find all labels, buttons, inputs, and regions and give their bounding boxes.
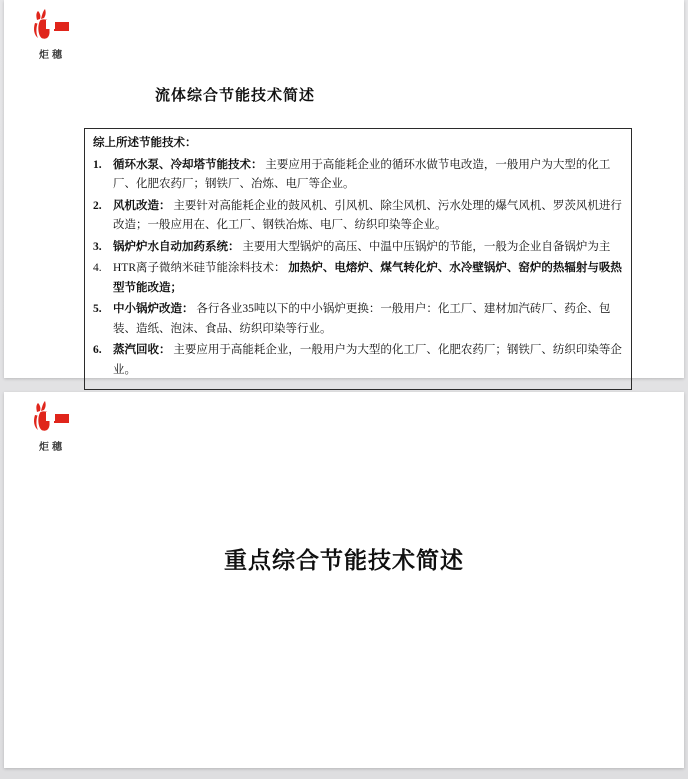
item-lead: 蒸汽回收： — [113, 344, 171, 356]
slide1-title: 流体综合节能技术简述 — [155, 88, 316, 104]
item-number: 6. — [93, 344, 102, 356]
item-text — [113, 259, 622, 298]
item-body: 主要用大型锅炉的高压、中温中压锅炉的节能，一般为企业自备锅炉为主 — [242, 240, 611, 253]
logo-text: 炬穗 — [39, 50, 65, 61]
item-lead: 风机改造： — [113, 199, 171, 212]
item-body: 各行各业35吨以下的中小锅炉更换：一般用户：化工厂、建材加汽砖厂、药企、包装、造纸、泡沫、食品、纺织印染等行业。 — [113, 303, 611, 335]
item-lead: 锅炉炉水自动加药系统： — [113, 240, 240, 253]
logo-text: 炬穗 — [39, 442, 65, 453]
item-text — [113, 156, 622, 195]
slide2-title: 重点综合节能技术简述 — [224, 548, 464, 573]
list-item-4 — [93, 259, 622, 298]
slide-1 — [4, 0, 684, 378]
list-item-6 — [93, 341, 622, 380]
flame-logo-icon — [26, 401, 78, 437]
flame-logo-icon — [26, 9, 78, 45]
item-body: 主要应用于高能耗企业的循环水做节电改造，一般用户为大型的化工厂、化肥农药厂；钢铁厂、冶炼、电厂等企业。 — [113, 158, 611, 190]
item-number: 4. — [93, 262, 102, 274]
summary-textbox — [84, 128, 632, 390]
item-body: 主要应用于高能耗企业，一般用户为大型的化工厂、化肥农药厂；钢铁厂、纺织印染等企业。 — [113, 344, 622, 376]
company-logo — [26, 401, 78, 453]
item-lead: 中小锅炉改造： — [113, 303, 194, 315]
item-body: 主要针对高能耗企业的鼓风机、引风机、除尘风机、污水处理的爆气风机、罗茨风机进行改造；一般应用在、化工厂、钢铁冶炼、电厂、纺织印染等企业。 — [113, 199, 622, 231]
list-item-2 — [93, 197, 622, 236]
list-item-1 — [93, 156, 622, 195]
item-text — [113, 341, 622, 380]
company-logo — [26, 9, 78, 61]
item-number: 5. — [93, 303, 102, 315]
item-text — [113, 300, 622, 339]
item-number: 3. — [93, 240, 102, 253]
item-text — [113, 238, 622, 258]
item-text — [113, 197, 622, 236]
item-lead: 循环水泵、冷却塔节能技术： — [113, 158, 263, 171]
item-lead: HTR离子微纳米硅节能涂料技术： — [113, 262, 286, 274]
slide-2 — [4, 392, 684, 768]
item-number: 2. — [93, 199, 102, 212]
item-body: 加热炉、电熔炉、煤气转化炉、水冷壁锅炉、窑炉的热辐射与吸热型节能改造； — [113, 262, 622, 294]
list-item-5 — [93, 300, 622, 339]
item-number: 1. — [93, 158, 102, 171]
list-item-3 — [93, 238, 622, 258]
textbox-header: 综上所述节能技术： — [93, 137, 197, 149]
